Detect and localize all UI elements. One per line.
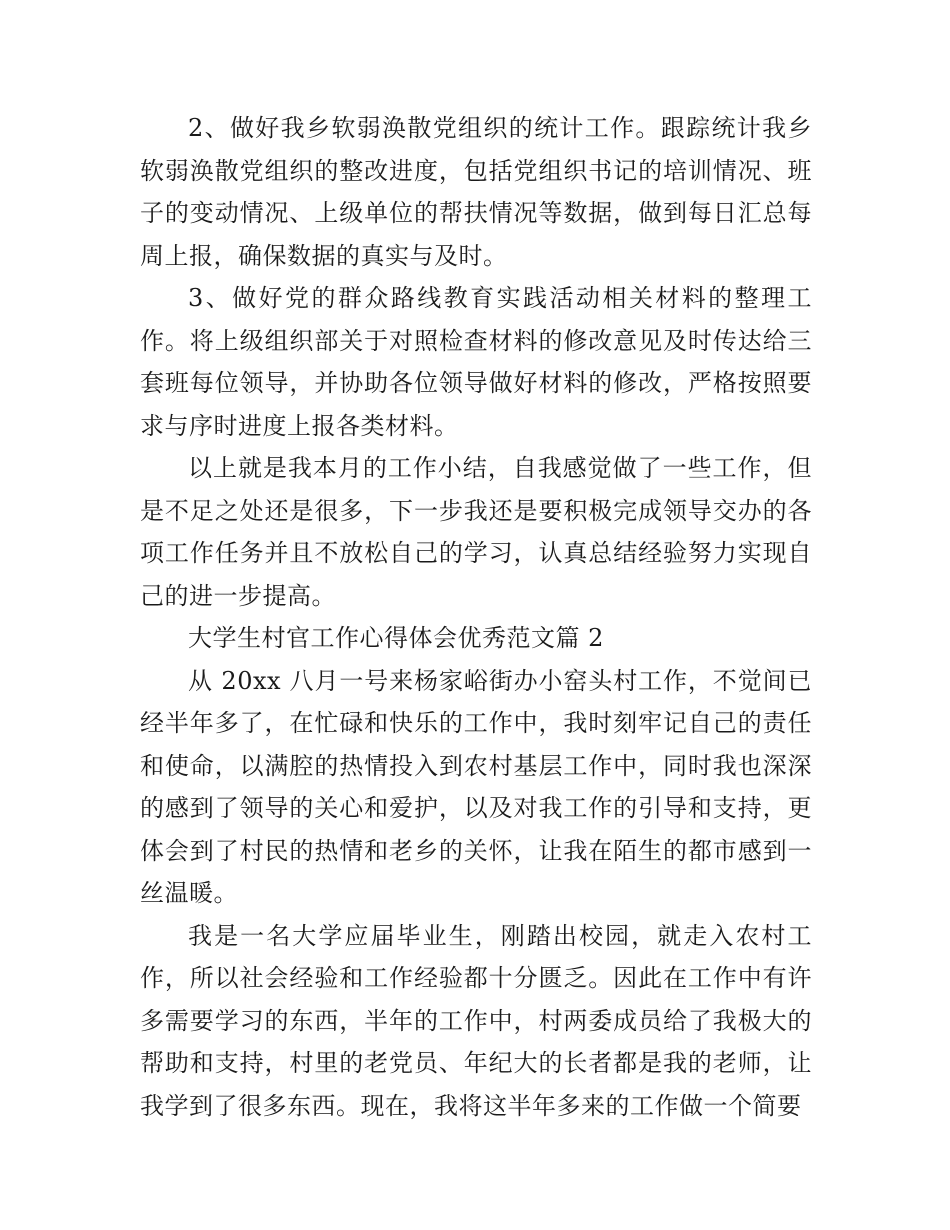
document-body (140, 107, 812, 1127)
paragraph-intro: 从 20xx 八月一号来杨家峪街办小窑头村工作，不觉间已经半年多了，在忙碌和快乐的工作中，我时刻牢记自己的责任和使命，以满腔的热情投入到农村基层工作中，同时我也深深的感到了领导的关心和爱护，以及对我工作的引导和支持，更体会到了村民的热情和老乡的关怀，让我在陌生的都市感到一丝温暖。 (140, 666, 812, 907)
paragraph-materials-work: 3、做好党的群众路线教育实践活动相关材料的整理工作。将上级组织部关于对照检查材料的修改意见及时传达给三套班每位领导，并协助各位领导做好材料的修改，严格按照要求与序时进度上报各类材料。 (140, 284, 812, 440)
paragraph-graduate: 我是一名大学应届毕业生，刚踏出校园，就走入农村工作，所以社会经验和工作经验都十分匮乏。因此在工作中有许多需要学习的东西，半年的工作中，村两委成员给了我极大的帮助和支持，村里的老党员、年纪大的长者都是我的老师，让我学到了很多东西。现在，我将这半年多来的工作做一个简要 (140, 921, 812, 1120)
paragraph-monthly-summary: 以上就是我本月的工作小结，自我感觉做了一些工作，但是不足之处还是很多，下一步我还是要积极完成领导交办的各项工作任务并且不放松自己的学习，认真总结经验努力实现自己的进一步提高。 (140, 454, 812, 610)
section-title: 大学生村官工作心得体会优秀范文篇 2 (188, 624, 604, 652)
paragraph-statistics-work: 2、做好我乡软弱涣散党组织的统计工作。跟踪统计我乡软弱涣散党组织的整改进度，包括党组织书记的培训情况、班子的变动情况、上级单位的帮扶情况等数据，做到每日汇总每周上报，确保数据的真实与及时。 (140, 114, 812, 270)
